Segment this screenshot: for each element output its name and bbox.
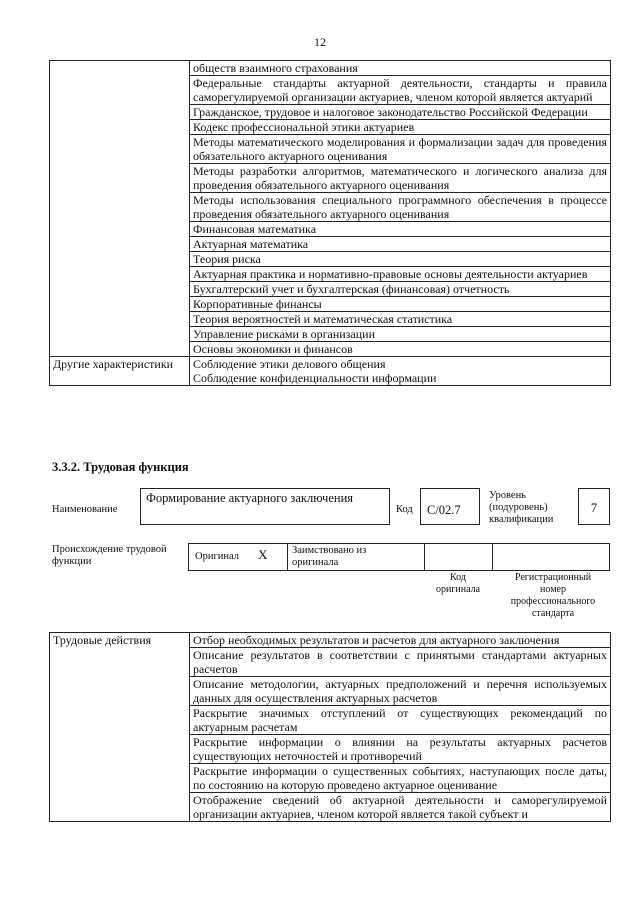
labor-action-item: Раскрытие значимых отступлений от существующих рекомендаций по актуарным расчетам [190, 706, 611, 735]
labor-action-item: Раскрытие информации о существенных событиях, наступающих после даты, по состоянию на которую проведено актуарное оценивание [190, 764, 611, 793]
borrowed-label [292, 545, 366, 569]
caption-line: оригинала [435, 584, 481, 595]
function-name: Формирование актуарного заключения [146, 491, 354, 505]
origin-label-line: функции [52, 556, 92, 567]
origin-divider [287, 543, 288, 571]
borrowed-label-line: Заимствовано из [292, 545, 367, 556]
knowledge-item: Кодекс профессиональной этики актуариев [190, 120, 611, 135]
reg-caption [496, 572, 610, 620]
caption-line: профессионального [510, 596, 596, 607]
characteristic-line: Соблюдение этики делового общения [193, 357, 386, 371]
code-value: C/02.7 [427, 503, 461, 517]
caption-line: стандарта [531, 608, 575, 619]
knowledge-item: Методы разработки алгоритмов, математического и логического анализа для проведения обязательного актуарного оценивания [190, 164, 611, 193]
other-characteristics-value [190, 357, 611, 386]
function-name-box [140, 488, 390, 525]
origin-label [52, 544, 167, 568]
knowledge-item: Управление рисками в организации [190, 327, 611, 342]
name-label: Наименование [52, 504, 118, 515]
labor-actions-table [49, 632, 611, 822]
code-caption [424, 572, 492, 596]
original-mark: X [258, 547, 268, 562]
origin-box [188, 543, 610, 571]
labor-action-item: Раскрытие информации о влиянии на результаты актуарных расчетов существующих неточностей и противоречий [190, 735, 611, 764]
origin-label-line: Происхождение трудовой [52, 544, 167, 555]
caption-line: Регистрационный [514, 572, 592, 583]
page-number: 12 [314, 35, 326, 49]
level-label-line: квалификации [489, 514, 554, 525]
knowledge-item: Корпоративные финансы [190, 297, 611, 312]
code-box [420, 488, 480, 525]
knowledge-item: Бухгалтерский учет и бухгалтерская (финансовая) отчетность [190, 282, 611, 297]
level-box [578, 488, 610, 525]
empty-label-cell [50, 61, 190, 357]
caption-line: номер [540, 584, 566, 595]
code-label: Код [396, 504, 413, 515]
labor-actions-label: Трудовые действия [50, 633, 190, 822]
knowledge-item: Теория риска [190, 252, 611, 267]
knowledge-item: Финансовая математика [190, 222, 611, 237]
knowledge-item: Методы математического моделирования и формализации задач для проведения обязательного актуарного оценивания [190, 135, 611, 164]
origin-divider [424, 543, 425, 571]
level-label [489, 490, 553, 526]
level-label-line: (подуровень) [489, 502, 548, 513]
caption-line: Код [450, 572, 466, 583]
characteristic-line: Соблюдение конфиденциальности информации [193, 371, 437, 385]
knowledge-item: Теория вероятностей и математическая статистика [190, 312, 611, 327]
other-characteristics-label: Другие характеристики [50, 357, 190, 386]
original-label: Оригинал [195, 551, 239, 562]
labor-action-item: Отбор необходимых результатов и расчетов для актуарного заключения [190, 633, 611, 648]
knowledge-item: Актуарная практика и нормативно-правовые основы деятельности актуариев [190, 267, 611, 282]
knowledge-item: Методы использования специального программного обеспечения в процессе проведения обязательного актуарного оценивания [190, 193, 611, 222]
knowledge-item: Основы экономики и финансов [190, 342, 611, 357]
knowledge-item: Гражданское, трудовое и налоговое законодательство Российской Федерации [190, 105, 611, 120]
labor-action-item: Описание методологии, актуарных предположений и перечня используемых данных для осуществления актуарных расчетов [190, 677, 611, 706]
level-value: 7 [590, 501, 598, 515]
knowledge-item: обществ взаимного страхования [190, 61, 611, 76]
knowledge-item: Актуарная математика [190, 237, 611, 252]
knowledge-table [49, 60, 611, 386]
section-title: 3.3.2. Трудовая функция [52, 460, 189, 474]
level-label-line: Уровень [489, 490, 526, 501]
origin-divider [492, 543, 493, 571]
labor-action-item: Отображение сведений об актуарной деятельности и саморегулируемой организации актуариев, членом которой является такой субъект и [190, 793, 611, 822]
knowledge-item: Федеральные стандарты актуарной деятельности, стандарты и правила саморегулируемой организации актуариев, членом которой является актуарий [190, 76, 611, 105]
labor-action-item: Описание результатов в соответствии с принятыми стандартами актуарных расчетов [190, 648, 611, 677]
borrowed-label-line: оригинала [292, 557, 339, 568]
